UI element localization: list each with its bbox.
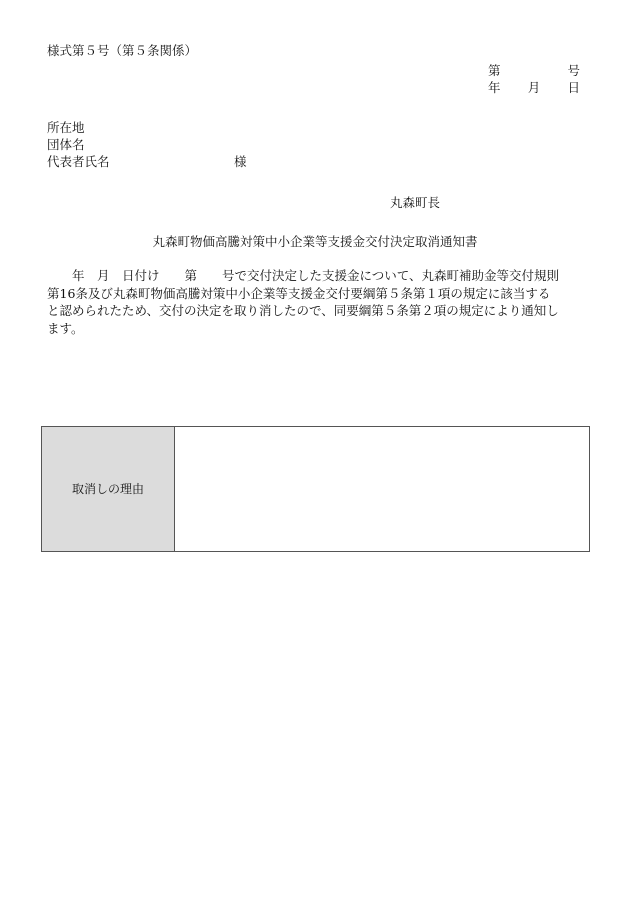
address-label: 所在地 bbox=[47, 120, 85, 135]
cancellation-reason-table bbox=[41, 426, 590, 552]
sender-name: 丸森町長 bbox=[390, 195, 441, 210]
date-year: 年 bbox=[488, 80, 501, 95]
date-month: 月 bbox=[527, 80, 541, 95]
reason-label-cell bbox=[42, 427, 175, 551]
organization-label: 団体名 bbox=[47, 137, 85, 152]
document-date-row bbox=[488, 79, 580, 96]
form-number: 様式第５号（第５条関係） bbox=[47, 43, 198, 58]
reason-label: 取消しの理由 bbox=[71, 481, 144, 496]
document-title: 丸森町物価高騰対策中小企業等支援金交付決定取消通知書 bbox=[152, 234, 478, 249]
date-day: 日 bbox=[567, 80, 580, 95]
body-text bbox=[47, 267, 590, 337]
body-line-3: と認められたため、交付の決定を取り消したので、同要綱第５条第２項の規定により通知し bbox=[47, 303, 559, 318]
representative-label: 代表者氏名 bbox=[47, 154, 110, 169]
document-number-prefix: 第 bbox=[488, 63, 501, 78]
reason-value-cell[interactable] bbox=[175, 427, 589, 551]
document-number-suffix: 号 bbox=[567, 63, 580, 78]
body-line-2: 第16条及び丸森町物価高騰対策中小企業等支援金交付要綱第５条第１項の規定に該当する bbox=[47, 285, 551, 301]
recipient-honorific: 様 bbox=[234, 154, 247, 169]
document-number-row bbox=[488, 62, 580, 79]
body-line-4: ます。 bbox=[47, 320, 84, 336]
body-line-1: 年 月 日付け 第 号で交付決定した支援金について、丸森町補助金等交付規則 bbox=[47, 268, 560, 283]
